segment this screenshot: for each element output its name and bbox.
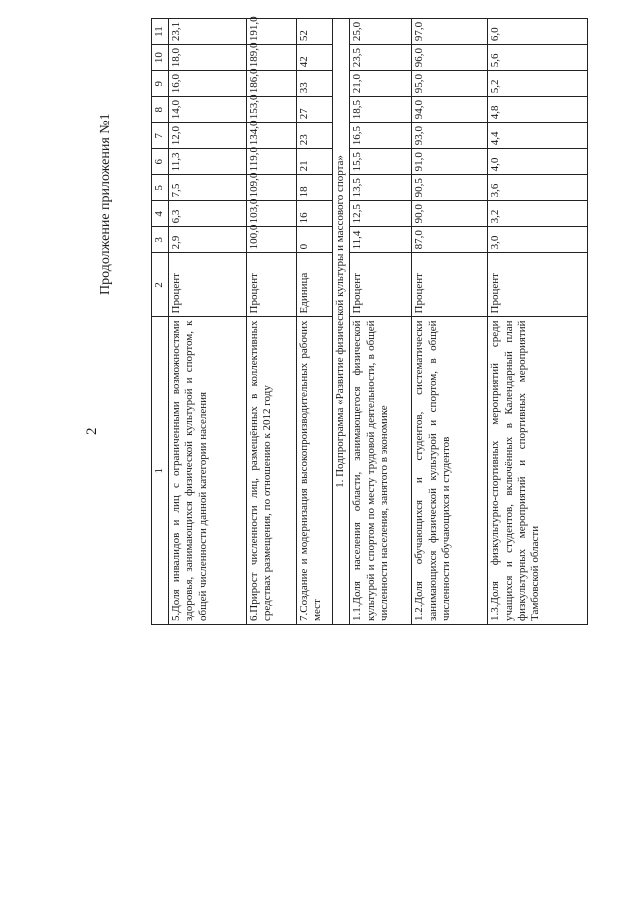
indicator-unit: Процент [247,253,297,317]
indicator-name: 6.Прирост численности лиц, размещённых в коллективных средствах размещения, по отношению к 2012 году [247,317,297,625]
value-cell: 119,0 [247,149,297,175]
table-row [350,19,412,625]
value-cell: 4,4 [488,123,588,149]
value-cell: 96,0 [412,45,488,71]
value-cell: 23,5 [350,45,412,71]
value-cell: 14,0 [169,97,247,123]
value-cell: 153,0 [247,97,297,123]
indicator-name: 1.1.Доля населения области, занимающегося физической культурой и спортом по месту трудовой деятельности, в общей численности населения, занятого в экономике [350,317,412,625]
value-cell: 2,9 [169,227,247,253]
value-cell: 0 [297,227,333,253]
header-cell: 7 [152,123,169,149]
header-cell: 10 [152,45,169,71]
indicator-unit: Процент [350,253,412,317]
indicator-name: 1.2.Доля обучающихся и студентов, систематически занимающихся физической культурой и спортом, в общей численности обучающихся и студентов [412,317,488,625]
value-cell: 18,0 [169,45,247,71]
value-cell: 11,4 [350,227,412,253]
value-cell: 87,0 [412,227,488,253]
value-cell: 95,0 [412,71,488,97]
indicator-name: 7.Создание и модернизация высокопроизводительных рабочих мест [297,317,333,625]
table-row [412,19,488,625]
value-cell: 90,5 [412,175,488,201]
subprogram-title: 1. Подпрограмма «Развитие физической культуры и массового спорта» [333,19,350,625]
header-cell: 6 [152,149,169,175]
value-cell: 18,5 [350,97,412,123]
value-cell: 52 [297,19,333,45]
table-header-row [152,19,169,625]
value-cell: 15,5 [350,149,412,175]
value-cell: 109,0 [247,175,297,201]
table-row [297,19,333,625]
indicator-unit: Единица [297,253,333,317]
continuation-heading: Продолжение приложения №1 [98,113,113,295]
value-cell: 23,1 [169,19,247,45]
value-cell: 97,0 [412,19,488,45]
header-cell: 4 [152,201,169,227]
value-cell: 189,0 [247,45,297,71]
value-cell: 7,5 [169,175,247,201]
value-cell: 12,0 [169,123,247,149]
value-cell: 103,0 [247,201,297,227]
value-cell: 21 [297,149,333,175]
indicator-unit: Процент [412,253,488,317]
value-cell: 23 [297,123,333,149]
page-number: 2 [84,427,100,435]
value-cell: 11,3 [169,149,247,175]
value-cell: 91,0 [412,149,488,175]
value-cell: 27 [297,97,333,123]
value-cell: 12,5 [350,201,412,227]
value-cell: 3,0 [488,227,588,253]
value-cell: 16 [297,201,333,227]
value-cell: 3,2 [488,201,588,227]
header-cell: 5 [152,175,169,201]
value-cell: 134,0 [247,123,297,149]
value-cell: 186,0 [247,71,297,97]
value-cell: 5,6 [488,45,588,71]
value-cell: 6,3 [169,201,247,227]
header-cell: 8 [152,97,169,123]
value-cell: 13,5 [350,175,412,201]
value-cell: 3,6 [488,175,588,201]
header-cell: 3 [152,227,169,253]
section-row [333,19,350,625]
value-cell: 16,5 [350,123,412,149]
value-cell: 5,2 [488,71,588,97]
value-cell: 6,0 [488,19,588,45]
value-cell: 4,0 [488,149,588,175]
table-row [169,19,247,625]
value-cell: 4,8 [488,97,588,123]
value-cell: 94,0 [412,97,488,123]
indicator-unit: Процент [169,253,247,317]
value-cell: 100,0 [247,227,297,253]
value-cell: 191,0 [247,19,297,45]
value-cell: 21,0 [350,71,412,97]
header-cell: 9 [152,71,169,97]
indicator-unit: Процент [488,253,588,317]
header-cell: 11 [152,19,169,45]
indicators-table [151,18,588,625]
table-row [247,19,297,625]
value-cell: 16,0 [169,71,247,97]
value-cell: 25,0 [350,19,412,45]
indicator-name: 1.3.Доля физкультурно-спортивных мероприятий среди учащихся и студентов, включённых в Календарный план физкультурных мероприятий и спортивных мероприятий Тамбовской области [488,317,588,625]
value-cell: 93,0 [412,123,488,149]
value-cell: 42 [297,45,333,71]
indicator-name: 5.Доля инвалидов и лиц с ограниченными возможностями здоровья, занимающихся физической культурой и спортом, к общей численности данной категории населения [169,317,247,625]
header-cell: 2 [152,253,169,317]
value-cell: 18 [297,175,333,201]
value-cell: 33 [297,71,333,97]
header-cell: 1 [152,317,169,625]
value-cell: 90,0 [412,201,488,227]
table-row [488,19,588,625]
